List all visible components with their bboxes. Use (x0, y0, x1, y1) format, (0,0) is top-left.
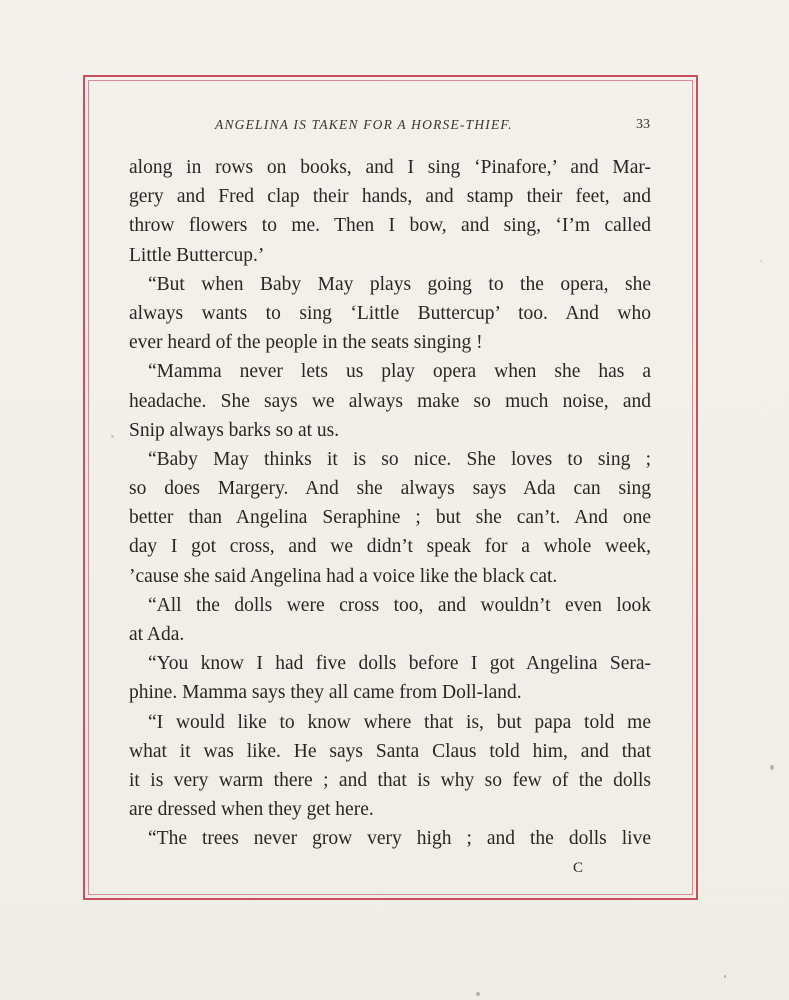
text-line: ever heard of the people in the seats singing ! (129, 332, 483, 354)
text-line: always wants to sing ‘Little Buttercup’ too. And who (129, 302, 651, 324)
text-line: ’cause she said Angelina had a voice like the black cat. (129, 565, 558, 587)
text-line: “The trees never grow very high ; and the dolls live (148, 828, 651, 850)
text-line: what it was like. He says Santa Claus told him, and that (129, 740, 651, 762)
text-line: so does Margery. And she always says Ada can sing (129, 478, 651, 500)
running-head: ANGELINA IS TAKEN FOR A HORSE-THIEF. (215, 117, 513, 132)
text-line: it is very warm there ; and that is why so few of the dolls (129, 769, 651, 791)
text-line: “Mamma never lets us play opera when she has a (148, 361, 651, 383)
page-number: 33 (636, 117, 650, 132)
text-line: “I would like to know where that is, but papa told me (148, 711, 651, 733)
text-line: along in rows on books, and I sing ‘Pinafore,’ and Mar- (129, 157, 651, 178)
paper-speck (760, 260, 762, 262)
text-line: Snip always barks so at us. (129, 419, 340, 441)
paper-speck (770, 765, 774, 770)
text-line: “All the dolls were cross too, and wouldn’t even look (148, 594, 651, 616)
text-line: better than Angelina Seraphine ; but she can’t. And one (129, 507, 651, 529)
text-line: throw flowers to me. Then I bow, and sing, ‘I’m called (129, 215, 651, 237)
text-line: gery and Fred clap their hands, and stamp their feet, and (129, 186, 651, 208)
paper-speck (476, 992, 480, 996)
signature-mark: C (573, 860, 584, 876)
text-line: headache. She says we always make so much noise, and (129, 390, 651, 412)
paper-speck (724, 975, 726, 978)
text-line: “But when Baby May plays going to the opera, she (148, 273, 651, 295)
text-line: phine. Mamma says they all came from Doll-land. (129, 682, 522, 704)
text-line: “You know I had five dolls before I got Angelina Sera- (148, 653, 651, 675)
text-line: are dressed when they get here. (129, 799, 374, 821)
text-line: at Ada. (129, 624, 185, 645)
text-line: day I got cross, and we didn’t speak for a whole week, (129, 536, 651, 558)
text-line: Little Buttercup.’ (129, 244, 265, 266)
paper-speck (111, 435, 114, 438)
body-text (129, 153, 651, 854)
text-line: “Baby May thinks it is so nice. She loves to sing ; (148, 448, 651, 470)
